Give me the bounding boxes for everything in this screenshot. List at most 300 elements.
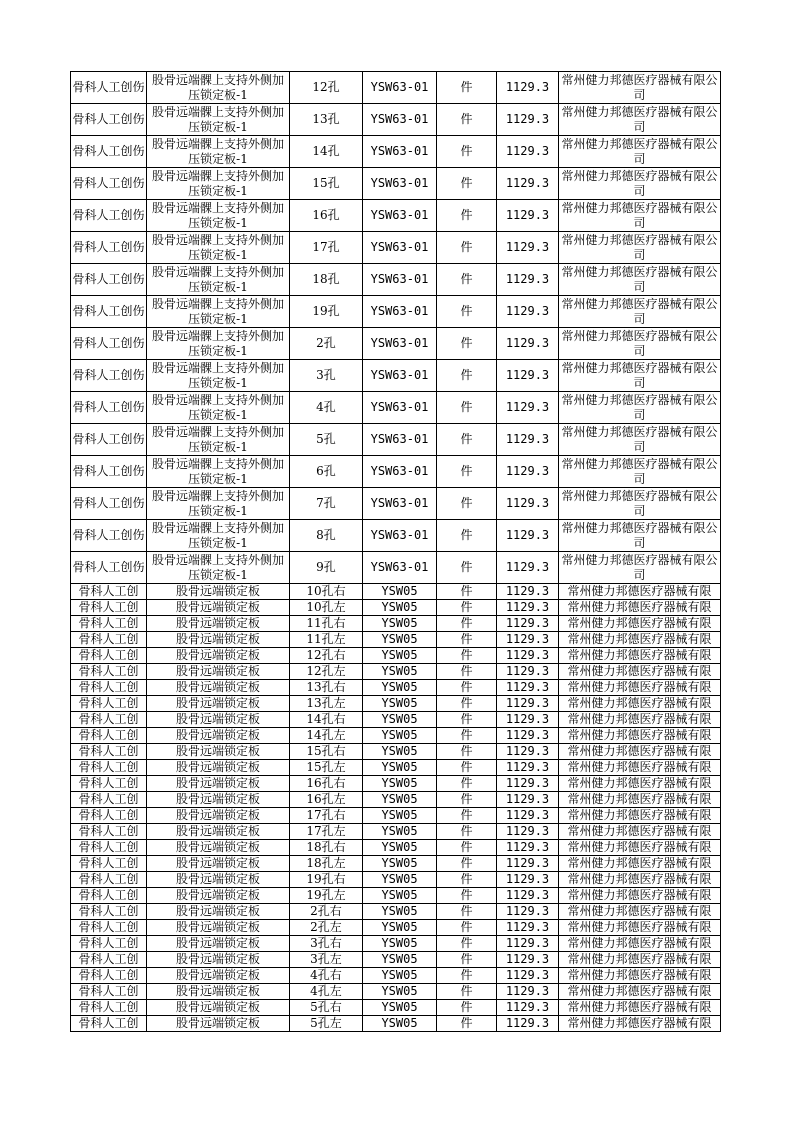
unit-cell: 件 bbox=[437, 936, 497, 952]
price-cell: 1129.3 bbox=[497, 104, 559, 136]
unit-cell: 件 bbox=[437, 1016, 497, 1032]
table-row bbox=[71, 840, 721, 856]
product-name-cell: 股骨远端锁定板 bbox=[147, 984, 290, 1000]
table-row bbox=[71, 616, 721, 632]
table-row bbox=[71, 552, 721, 584]
price-cell: 1129.3 bbox=[497, 728, 559, 744]
table-row bbox=[71, 200, 721, 232]
spec-cell: 8孔 bbox=[290, 520, 363, 552]
price-cell: 1129.3 bbox=[497, 952, 559, 968]
unit-cell: 件 bbox=[437, 952, 497, 968]
spec-cell: 16孔 bbox=[290, 200, 363, 232]
table-row bbox=[71, 264, 721, 296]
spec-cell: 19孔右 bbox=[290, 872, 363, 888]
company-cell: 常州健力邦德医疗器械有限 bbox=[559, 664, 721, 680]
price-cell: 1129.3 bbox=[497, 760, 559, 776]
product-name-cell: 股骨远端锁定板 bbox=[147, 840, 290, 856]
company-cell: 常州健力邦德医疗器械有限 bbox=[559, 984, 721, 1000]
spec-cell: 5孔 bbox=[290, 424, 363, 456]
category-cell: 骨科人工创 bbox=[71, 776, 147, 792]
table-row bbox=[71, 72, 721, 104]
company-cell: 常州健力邦德医疗器械有限公司 bbox=[559, 232, 721, 264]
model-cell: YSW05 bbox=[363, 808, 437, 824]
product-name-cell: 股骨远端髁上支持外侧加压锁定板-1 bbox=[147, 424, 290, 456]
model-cell: YSW05 bbox=[363, 1016, 437, 1032]
model-cell: YSW63-01 bbox=[363, 72, 437, 104]
unit-cell: 件 bbox=[437, 840, 497, 856]
table-row bbox=[71, 744, 721, 760]
category-cell: 骨科人工创 bbox=[71, 920, 147, 936]
model-cell: YSW05 bbox=[363, 936, 437, 952]
product-name-cell: 股骨远端髁上支持外侧加压锁定板-1 bbox=[147, 328, 290, 360]
product-name-cell: 股骨远端锁定板 bbox=[147, 824, 290, 840]
category-cell: 骨科人工创 bbox=[71, 600, 147, 616]
category-cell: 骨科人工创 bbox=[71, 824, 147, 840]
unit-cell: 件 bbox=[437, 776, 497, 792]
spec-cell: 10孔右 bbox=[290, 584, 363, 600]
model-cell: YSW05 bbox=[363, 856, 437, 872]
model-cell: YSW63-01 bbox=[363, 232, 437, 264]
spec-cell: 5孔右 bbox=[290, 1000, 363, 1016]
product-name-cell: 股骨远端锁定板 bbox=[147, 776, 290, 792]
table-row bbox=[71, 328, 721, 360]
spec-cell: 14孔左 bbox=[290, 728, 363, 744]
model-cell: YSW63-01 bbox=[363, 456, 437, 488]
category-cell: 骨科人工创 bbox=[71, 728, 147, 744]
category-cell: 骨科人工创 bbox=[71, 904, 147, 920]
category-cell: 骨科人工创 bbox=[71, 632, 147, 648]
spec-cell: 12孔右 bbox=[290, 648, 363, 664]
category-cell: 骨科人工创伤 bbox=[71, 200, 147, 232]
model-cell: YSW63-01 bbox=[363, 520, 437, 552]
unit-cell: 件 bbox=[437, 296, 497, 328]
price-cell: 1129.3 bbox=[497, 632, 559, 648]
spec-cell: 14孔 bbox=[290, 136, 363, 168]
category-cell: 骨科人工创 bbox=[71, 872, 147, 888]
unit-cell: 件 bbox=[437, 456, 497, 488]
unit-cell: 件 bbox=[437, 1000, 497, 1016]
product-name-cell: 股骨远端髁上支持外侧加压锁定板-1 bbox=[147, 168, 290, 200]
model-cell: YSW05 bbox=[363, 792, 437, 808]
spec-cell: 19孔左 bbox=[290, 888, 363, 904]
price-cell: 1129.3 bbox=[497, 136, 559, 168]
unit-cell: 件 bbox=[437, 872, 497, 888]
table-row bbox=[71, 680, 721, 696]
model-cell: YSW05 bbox=[363, 680, 437, 696]
company-cell: 常州健力邦德医疗器械有限公司 bbox=[559, 328, 721, 360]
spec-cell: 3孔右 bbox=[290, 936, 363, 952]
price-cell: 1129.3 bbox=[497, 856, 559, 872]
model-cell: YSW05 bbox=[363, 984, 437, 1000]
price-cell: 1129.3 bbox=[497, 616, 559, 632]
product-name-cell: 股骨远端髁上支持外侧加压锁定板-1 bbox=[147, 392, 290, 424]
table-row bbox=[71, 600, 721, 616]
category-cell: 骨科人工创伤 bbox=[71, 328, 147, 360]
table-row bbox=[71, 888, 721, 904]
company-cell: 常州健力邦德医疗器械有限 bbox=[559, 1016, 721, 1032]
category-cell: 骨科人工创伤 bbox=[71, 72, 147, 104]
category-cell: 骨科人工创 bbox=[71, 584, 147, 600]
category-cell: 骨科人工创伤 bbox=[71, 488, 147, 520]
company-cell: 常州健力邦德医疗器械有限公司 bbox=[559, 552, 721, 584]
unit-cell: 件 bbox=[437, 328, 497, 360]
product-name-cell: 股骨远端髁上支持外侧加压锁定板-1 bbox=[147, 296, 290, 328]
spec-cell: 12孔 bbox=[290, 72, 363, 104]
unit-cell: 件 bbox=[437, 392, 497, 424]
spec-cell: 19孔 bbox=[290, 296, 363, 328]
price-cell: 1129.3 bbox=[497, 584, 559, 600]
unit-cell: 件 bbox=[437, 168, 497, 200]
category-cell: 骨科人工创 bbox=[71, 680, 147, 696]
spec-cell: 11孔左 bbox=[290, 632, 363, 648]
category-cell: 骨科人工创 bbox=[71, 712, 147, 728]
model-cell: YSW63-01 bbox=[363, 424, 437, 456]
price-cell: 1129.3 bbox=[497, 920, 559, 936]
model-cell: YSW63-01 bbox=[363, 200, 437, 232]
price-cell: 1129.3 bbox=[497, 328, 559, 360]
company-cell: 常州健力邦德医疗器械有限 bbox=[559, 616, 721, 632]
unit-cell: 件 bbox=[437, 648, 497, 664]
spec-cell: 4孔右 bbox=[290, 968, 363, 984]
category-cell: 骨科人工创伤 bbox=[71, 360, 147, 392]
company-cell: 常州健力邦德医疗器械有限 bbox=[559, 584, 721, 600]
company-cell: 常州健力邦德医疗器械有限公司 bbox=[559, 200, 721, 232]
price-cell: 1129.3 bbox=[497, 392, 559, 424]
spec-cell: 2孔 bbox=[290, 328, 363, 360]
price-cell: 1129.3 bbox=[497, 600, 559, 616]
unit-cell: 件 bbox=[437, 552, 497, 584]
price-cell: 1129.3 bbox=[497, 776, 559, 792]
product-name-cell: 股骨远端髁上支持外侧加压锁定板-1 bbox=[147, 232, 290, 264]
company-cell: 常州健力邦德医疗器械有限 bbox=[559, 824, 721, 840]
product-name-cell: 股骨远端锁定板 bbox=[147, 872, 290, 888]
company-cell: 常州健力邦德医疗器械有限 bbox=[559, 744, 721, 760]
model-cell: YSW05 bbox=[363, 888, 437, 904]
category-cell: 骨科人工创伤 bbox=[71, 104, 147, 136]
category-cell: 骨科人工创 bbox=[71, 648, 147, 664]
table-row bbox=[71, 424, 721, 456]
product-name-cell: 股骨远端髁上支持外侧加压锁定板-1 bbox=[147, 456, 290, 488]
spec-cell: 4孔 bbox=[290, 392, 363, 424]
model-cell: YSW63-01 bbox=[363, 392, 437, 424]
table-row bbox=[71, 584, 721, 600]
model-cell: YSW05 bbox=[363, 824, 437, 840]
company-cell: 常州健力邦德医疗器械有限公司 bbox=[559, 520, 721, 552]
spec-cell: 18孔左 bbox=[290, 856, 363, 872]
product-name-cell: 股骨远端髁上支持外侧加压锁定板-1 bbox=[147, 264, 290, 296]
company-cell: 常州健力邦德医疗器械有限公司 bbox=[559, 424, 721, 456]
unit-cell: 件 bbox=[437, 744, 497, 760]
company-cell: 常州健力邦德医疗器械有限 bbox=[559, 792, 721, 808]
price-cell: 1129.3 bbox=[497, 792, 559, 808]
model-cell: YSW05 bbox=[363, 664, 437, 680]
model-cell: YSW63-01 bbox=[363, 552, 437, 584]
unit-cell: 件 bbox=[437, 104, 497, 136]
category-cell: 骨科人工创 bbox=[71, 808, 147, 824]
company-cell: 常州健力邦德医疗器械有限 bbox=[559, 920, 721, 936]
price-cell: 1129.3 bbox=[497, 872, 559, 888]
company-cell: 常州健力邦德医疗器械有限 bbox=[559, 952, 721, 968]
company-cell: 常州健力邦德医疗器械有限 bbox=[559, 936, 721, 952]
table-row bbox=[71, 520, 721, 552]
model-cell: YSW63-01 bbox=[363, 488, 437, 520]
category-cell: 骨科人工创 bbox=[71, 952, 147, 968]
model-cell: YSW05 bbox=[363, 712, 437, 728]
price-cell: 1129.3 bbox=[497, 744, 559, 760]
product-name-cell: 股骨远端髁上支持外侧加压锁定板-1 bbox=[147, 520, 290, 552]
unit-cell: 件 bbox=[437, 728, 497, 744]
spec-cell: 16孔右 bbox=[290, 776, 363, 792]
unit-cell: 件 bbox=[437, 584, 497, 600]
model-cell: YSW05 bbox=[363, 968, 437, 984]
table-row bbox=[71, 824, 721, 840]
model-cell: YSW63-01 bbox=[363, 296, 437, 328]
company-cell: 常州健力邦德医疗器械有限公司 bbox=[559, 136, 721, 168]
company-cell: 常州健力邦德医疗器械有限 bbox=[559, 712, 721, 728]
price-cell: 1129.3 bbox=[497, 520, 559, 552]
company-cell: 常州健力邦德医疗器械有限 bbox=[559, 600, 721, 616]
category-cell: 骨科人工创伤 bbox=[71, 456, 147, 488]
table-row bbox=[71, 1000, 721, 1016]
category-cell: 骨科人工创 bbox=[71, 1000, 147, 1016]
category-cell: 骨科人工创伤 bbox=[71, 264, 147, 296]
model-cell: YSW63-01 bbox=[363, 168, 437, 200]
table-row bbox=[71, 488, 721, 520]
spec-cell: 3孔左 bbox=[290, 952, 363, 968]
company-cell: 常州健力邦德医疗器械有限 bbox=[559, 760, 721, 776]
product-name-cell: 股骨远端锁定板 bbox=[147, 952, 290, 968]
model-cell: YSW05 bbox=[363, 904, 437, 920]
company-cell: 常州健力邦德医疗器械有限 bbox=[559, 696, 721, 712]
unit-cell: 件 bbox=[437, 824, 497, 840]
unit-cell: 件 bbox=[437, 888, 497, 904]
category-cell: 骨科人工创伤 bbox=[71, 552, 147, 584]
table-row bbox=[71, 168, 721, 200]
price-cell: 1129.3 bbox=[497, 488, 559, 520]
unit-cell: 件 bbox=[437, 600, 497, 616]
price-cell: 1129.3 bbox=[497, 648, 559, 664]
table-body bbox=[71, 72, 721, 1032]
company-cell: 常州健力邦德医疗器械有限公司 bbox=[559, 72, 721, 104]
product-name-cell: 股骨远端髁上支持外侧加压锁定板-1 bbox=[147, 488, 290, 520]
company-cell: 常州健力邦德医疗器械有限公司 bbox=[559, 168, 721, 200]
table-row bbox=[71, 360, 721, 392]
price-cell: 1129.3 bbox=[497, 888, 559, 904]
table-row bbox=[71, 632, 721, 648]
category-cell: 骨科人工创 bbox=[71, 616, 147, 632]
spec-cell: 9孔 bbox=[290, 552, 363, 584]
model-cell: YSW05 bbox=[363, 840, 437, 856]
product-name-cell: 股骨远端锁定板 bbox=[147, 904, 290, 920]
price-cell: 1129.3 bbox=[497, 904, 559, 920]
product-name-cell: 股骨远端锁定板 bbox=[147, 728, 290, 744]
table-row bbox=[71, 920, 721, 936]
price-list-sheet bbox=[70, 71, 720, 1032]
product-name-cell: 股骨远端髁上支持外侧加压锁定板-1 bbox=[147, 552, 290, 584]
spec-cell: 5孔左 bbox=[290, 1016, 363, 1032]
unit-cell: 件 bbox=[437, 632, 497, 648]
table-row bbox=[71, 936, 721, 952]
spec-cell: 2孔左 bbox=[290, 920, 363, 936]
table-row bbox=[71, 952, 721, 968]
model-cell: YSW05 bbox=[363, 584, 437, 600]
company-cell: 常州健力邦德医疗器械有限 bbox=[559, 856, 721, 872]
product-name-cell: 股骨远端锁定板 bbox=[147, 760, 290, 776]
price-cell: 1129.3 bbox=[497, 1016, 559, 1032]
category-cell: 骨科人工创伤 bbox=[71, 392, 147, 424]
unit-cell: 件 bbox=[437, 136, 497, 168]
price-cell: 1129.3 bbox=[497, 232, 559, 264]
spec-cell: 13孔 bbox=[290, 104, 363, 136]
model-cell: YSW05 bbox=[363, 872, 437, 888]
company-cell: 常州健力邦德医疗器械有限公司 bbox=[559, 264, 721, 296]
unit-cell: 件 bbox=[437, 680, 497, 696]
model-cell: YSW05 bbox=[363, 728, 437, 744]
company-cell: 常州健力邦德医疗器械有限公司 bbox=[559, 104, 721, 136]
model-cell: YSW63-01 bbox=[363, 328, 437, 360]
product-name-cell: 股骨远端锁定板 bbox=[147, 696, 290, 712]
product-name-cell: 股骨远端锁定板 bbox=[147, 632, 290, 648]
table-row bbox=[71, 648, 721, 664]
table-row bbox=[71, 696, 721, 712]
table-row bbox=[71, 968, 721, 984]
product-name-cell: 股骨远端髁上支持外侧加压锁定板-1 bbox=[147, 72, 290, 104]
spec-cell: 11孔右 bbox=[290, 616, 363, 632]
table-row bbox=[71, 872, 721, 888]
price-cell: 1129.3 bbox=[497, 984, 559, 1000]
spec-cell: 3孔 bbox=[290, 360, 363, 392]
model-cell: YSW63-01 bbox=[363, 136, 437, 168]
category-cell: 骨科人工创 bbox=[71, 760, 147, 776]
model-cell: YSW63-01 bbox=[363, 264, 437, 296]
company-cell: 常州健力邦德医疗器械有限 bbox=[559, 904, 721, 920]
product-name-cell: 股骨远端锁定板 bbox=[147, 744, 290, 760]
product-name-cell: 股骨远端锁定板 bbox=[147, 968, 290, 984]
price-cell: 1129.3 bbox=[497, 840, 559, 856]
unit-cell: 件 bbox=[437, 360, 497, 392]
unit-cell: 件 bbox=[437, 616, 497, 632]
company-cell: 常州健力邦德医疗器械有限 bbox=[559, 728, 721, 744]
model-cell: YSW05 bbox=[363, 1000, 437, 1016]
unit-cell: 件 bbox=[437, 72, 497, 104]
company-cell: 常州健力邦德医疗器械有限 bbox=[559, 840, 721, 856]
unit-cell: 件 bbox=[437, 904, 497, 920]
category-cell: 骨科人工创 bbox=[71, 856, 147, 872]
company-cell: 常州健力邦德医疗器械有限公司 bbox=[559, 392, 721, 424]
price-cell: 1129.3 bbox=[497, 808, 559, 824]
product-name-cell: 股骨远端髁上支持外侧加压锁定板-1 bbox=[147, 200, 290, 232]
spec-cell: 12孔左 bbox=[290, 664, 363, 680]
unit-cell: 件 bbox=[437, 808, 497, 824]
table-row bbox=[71, 456, 721, 488]
price-cell: 1129.3 bbox=[497, 680, 559, 696]
table-row bbox=[71, 728, 721, 744]
spec-cell: 2孔右 bbox=[290, 904, 363, 920]
price-cell: 1129.3 bbox=[497, 456, 559, 488]
spec-cell: 14孔右 bbox=[290, 712, 363, 728]
category-cell: 骨科人工创 bbox=[71, 840, 147, 856]
model-cell: YSW05 bbox=[363, 760, 437, 776]
table-row bbox=[71, 392, 721, 424]
category-cell: 骨科人工创 bbox=[71, 968, 147, 984]
price-cell: 1129.3 bbox=[497, 296, 559, 328]
spec-cell: 18孔 bbox=[290, 264, 363, 296]
table-row bbox=[71, 712, 721, 728]
company-cell: 常州健力邦德医疗器械有限 bbox=[559, 808, 721, 824]
category-cell: 骨科人工创 bbox=[71, 792, 147, 808]
spec-cell: 15孔 bbox=[290, 168, 363, 200]
category-cell: 骨科人工创 bbox=[71, 696, 147, 712]
company-cell: 常州健力邦德医疗器械有限 bbox=[559, 1000, 721, 1016]
category-cell: 骨科人工创 bbox=[71, 936, 147, 952]
spec-cell: 4孔左 bbox=[290, 984, 363, 1000]
product-name-cell: 股骨远端锁定板 bbox=[147, 936, 290, 952]
model-cell: YSW05 bbox=[363, 696, 437, 712]
company-cell: 常州健力邦德医疗器械有限公司 bbox=[559, 456, 721, 488]
product-name-cell: 股骨远端锁定板 bbox=[147, 888, 290, 904]
unit-cell: 件 bbox=[437, 712, 497, 728]
product-name-cell: 股骨远端锁定板 bbox=[147, 680, 290, 696]
company-cell: 常州健力邦德医疗器械有限公司 bbox=[559, 296, 721, 328]
table-row bbox=[71, 856, 721, 872]
unit-cell: 件 bbox=[437, 696, 497, 712]
table-row bbox=[71, 664, 721, 680]
spec-cell: 13孔右 bbox=[290, 680, 363, 696]
price-cell: 1129.3 bbox=[497, 824, 559, 840]
product-name-cell: 股骨远端髁上支持外侧加压锁定板-1 bbox=[147, 104, 290, 136]
table-row bbox=[71, 232, 721, 264]
price-cell: 1129.3 bbox=[497, 200, 559, 232]
product-name-cell: 股骨远端锁定板 bbox=[147, 584, 290, 600]
model-cell: YSW05 bbox=[363, 600, 437, 616]
product-name-cell: 股骨远端锁定板 bbox=[147, 792, 290, 808]
table-row bbox=[71, 136, 721, 168]
product-name-cell: 股骨远端锁定板 bbox=[147, 664, 290, 680]
price-cell: 1129.3 bbox=[497, 424, 559, 456]
model-cell: YSW05 bbox=[363, 920, 437, 936]
unit-cell: 件 bbox=[437, 792, 497, 808]
unit-cell: 件 bbox=[437, 984, 497, 1000]
company-cell: 常州健力邦德医疗器械有限 bbox=[559, 888, 721, 904]
unit-cell: 件 bbox=[437, 920, 497, 936]
category-cell: 骨科人工创 bbox=[71, 888, 147, 904]
table-row bbox=[71, 1016, 721, 1032]
category-cell: 骨科人工创伤 bbox=[71, 424, 147, 456]
category-cell: 骨科人工创伤 bbox=[71, 520, 147, 552]
unit-cell: 件 bbox=[437, 232, 497, 264]
company-cell: 常州健力邦德医疗器械有限 bbox=[559, 680, 721, 696]
category-cell: 骨科人工创伤 bbox=[71, 168, 147, 200]
price-cell: 1129.3 bbox=[497, 552, 559, 584]
unit-cell: 件 bbox=[437, 664, 497, 680]
company-cell: 常州健力邦德医疗器械有限 bbox=[559, 872, 721, 888]
price-cell: 1129.3 bbox=[497, 968, 559, 984]
table-row bbox=[71, 776, 721, 792]
company-cell: 常州健力邦德医疗器械有限 bbox=[559, 632, 721, 648]
model-cell: YSW05 bbox=[363, 648, 437, 664]
unit-cell: 件 bbox=[437, 968, 497, 984]
model-cell: YSW05 bbox=[363, 776, 437, 792]
unit-cell: 件 bbox=[437, 856, 497, 872]
spec-cell: 17孔 bbox=[290, 232, 363, 264]
spec-cell: 13孔左 bbox=[290, 696, 363, 712]
product-name-cell: 股骨远端锁定板 bbox=[147, 1016, 290, 1032]
unit-cell: 件 bbox=[437, 200, 497, 232]
company-cell: 常州健力邦德医疗器械有限公司 bbox=[559, 488, 721, 520]
product-name-cell: 股骨远端锁定板 bbox=[147, 600, 290, 616]
table-row bbox=[71, 792, 721, 808]
product-name-cell: 股骨远端髁上支持外侧加压锁定板-1 bbox=[147, 360, 290, 392]
